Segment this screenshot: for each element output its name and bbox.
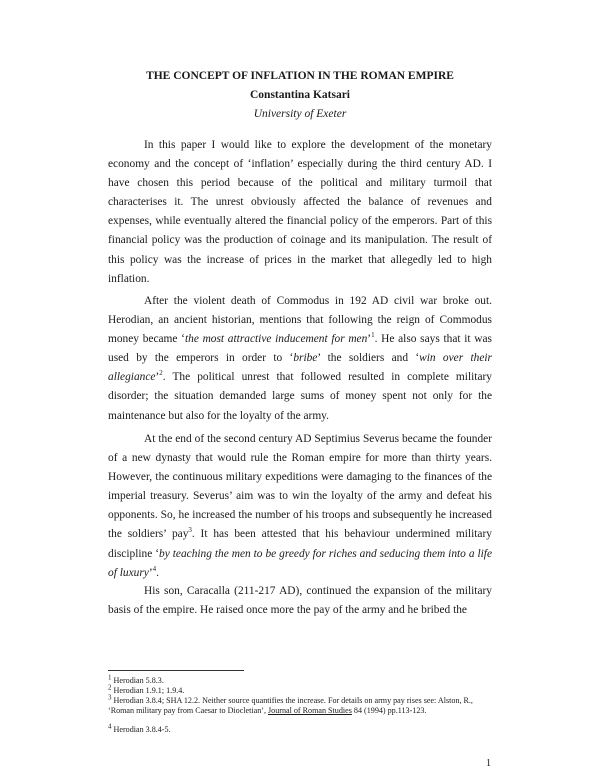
footnote-number: 4 bbox=[108, 722, 112, 731]
paragraph-4: His son, Caracalla (211-217 AD), continued the expansion of the military basis of the empire. He raised once more the pay of the army and he bribed the bbox=[108, 585, 492, 617]
page-number: 1 bbox=[486, 758, 491, 769]
footnote-2 bbox=[108, 683, 498, 696]
footnote-number: 1 bbox=[108, 673, 112, 682]
footnote-ref-3: 3 bbox=[188, 526, 192, 535]
footnote-text: Herodian 3.8.4; SHA 12.2. Neither source quantifies the increase. For details on army pay rises see: Alston, R., ‘Roman military pay from Caesar to Diocletian’, bbox=[108, 696, 473, 715]
footnote-text: Herodian 1.9.1; 1.9.4. bbox=[111, 686, 185, 695]
footnote-ref-4: 4 bbox=[152, 564, 157, 573]
text-run: After the violent death of Commodus in 192 AD civil war broke out. Herodian, an ancient historian, mentions that following the reign of Commodus money became ‘ bbox=[108, 295, 492, 346]
footnote-text: Herodian 5.8.3. bbox=[111, 676, 164, 685]
quote-bribe: bribe bbox=[293, 352, 318, 365]
quote-allegiance: win over their allegiance bbox=[108, 352, 492, 384]
footnote-number: 3 bbox=[108, 693, 112, 702]
text-run: . It has been attested that his behaviour undermined military discipline ‘ bbox=[108, 528, 492, 560]
paragraph-2: After the violent death of Commodus in 192 AD civil war broke out. Herodian, an ancient historian, mentions that following the reign of Commodus money became ‘the most attractive inducement for men’$^1$. He also says that it was used by the emperors in order to ‘bribe’ the soldiers and ‘win over their allegiance’$^2$. The political unrest that followed resulted in complete military disorder; the situation demanded large sums of money spent not only for the maintenance but also for the loyalty of the army. bbox=[108, 295, 492, 422]
text-run: . The political unrest that followed resulted in complete military disorder; the situation demanded large sums of money spent not only for the maintenance but also for the loyalty of the army. bbox=[108, 371, 492, 422]
journal-title: Journal of Roman Studies bbox=[268, 705, 352, 715]
footnote-text: 84 (1994) pp.113-123. bbox=[351, 705, 427, 715]
quote-luxury: by teaching the men to be greedy for riches and seducing them into a life of luxury bbox=[108, 547, 492, 579]
text-run: . bbox=[156, 566, 159, 579]
footnote-3 bbox=[108, 693, 498, 715]
footnote-ref-2: 2 bbox=[159, 369, 163, 378]
quote-inducement: the most attractive inducement for men bbox=[184, 333, 368, 346]
text-run: ’ the soldiers and ‘ bbox=[317, 352, 420, 365]
footnote-1 bbox=[108, 673, 498, 686]
footnote-number: 2 bbox=[108, 683, 112, 692]
text-run: . He also says that it was used by the emperors in order to ‘ bbox=[108, 333, 492, 365]
paper-title: THE CONCEPT OF INFLATION IN THE ROMAN EMPIRE bbox=[146, 70, 454, 82]
text-run: At the end of the second century AD Septimius Severus became the founder of a new dynasty that would rule the Roman empire for more than thirty years. However, the continuous military expeditions were damaging to the finances of the imperial treasury. Severus’ aim was to win the loyalty of the army and defeat his opponents. So, he increased the number of his troops and subsequently he increased the soldiers’ pay bbox=[108, 433, 492, 541]
author-name: Constantina Katsari bbox=[250, 89, 350, 101]
footnote-4 bbox=[108, 722, 498, 735]
footnote-ref-1: 1 bbox=[371, 331, 375, 340]
paragraph-3: At the end of the second century AD Septimius Severus became the founder of a new dynasty that would rule the Roman empire for more than thirty years. However, the continuous military expeditions were damaging to the finances of the imperial treasury. Severus’ aim was to win the loyalty of the army and defeat his opponents. So, he increased the number of his troops and subsequently he increased the soldiers’ pay$^3$. It has been attested that his behaviour undermined military discipline ‘by teaching the men to be greedy for riches and seducing them into a life of luxury’$^4$. bbox=[108, 433, 492, 579]
paragraph-1: In this paper I would like to explore the development of the monetary economy and the concept of ‘inflation’ especially during the third century AD. I have chosen this period because of the political and military turmoil that characterises it. The unrest obviously affected the balance of revenues and expenses, while eventually altered the financial policy of the emperors. Part of this financial policy was the production of coinage and its manipulation. The result of this policy was the increase of prices in the market that allegedly led to high inflation. bbox=[108, 139, 492, 285]
affiliation: University of Exeter bbox=[253, 108, 347, 120]
footnote-text: Herodian 3.8.4-5. bbox=[111, 725, 171, 734]
footnote-divider bbox=[108, 670, 244, 671]
